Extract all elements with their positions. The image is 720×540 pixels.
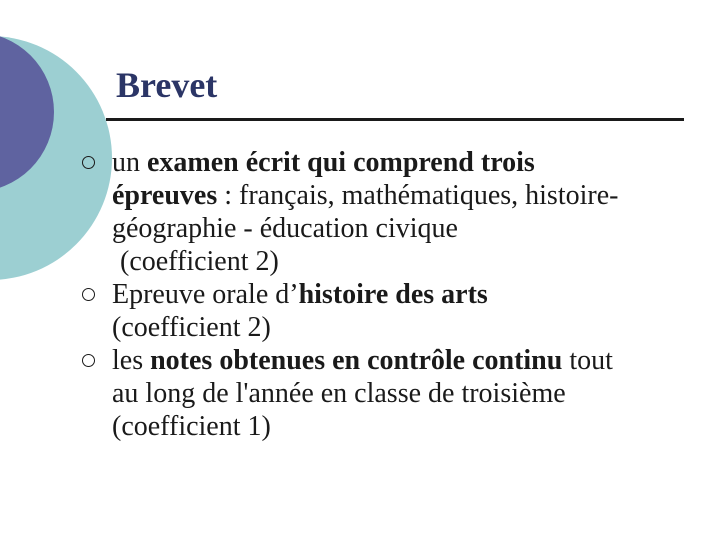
bullet-item-exam <box>82 146 702 278</box>
text-run: au long de l'année en classe de troisième <box>112 378 566 409</box>
bullet-line <box>112 245 702 278</box>
text-run-bold: examen écrit qui comprend trois <box>147 147 535 178</box>
text-run: (coefficient 2) <box>112 312 271 343</box>
text-run-bold: épreuves <box>112 180 218 211</box>
bullet-line <box>112 146 702 179</box>
text-run-bold: histoire des arts <box>298 279 488 310</box>
slide-title: Brevet <box>116 65 218 105</box>
text-run: : français, mathématiques, histoire- <box>217 180 619 211</box>
text-run: (coefficient 1) <box>112 411 271 442</box>
bullet-line <box>112 377 702 410</box>
text-run: tout <box>562 345 613 376</box>
bullet-line <box>112 311 702 344</box>
bullet-line <box>112 212 702 245</box>
text-run: les <box>112 345 151 376</box>
text-run: Epreuve orale d’ <box>112 279 299 310</box>
bullet-line <box>112 278 702 311</box>
bullet-line <box>112 179 702 212</box>
hollow-circle-bullet-icon <box>82 156 95 169</box>
bullet-line <box>112 344 702 377</box>
bullet-line <box>112 410 702 443</box>
text-run: géographie - éducation civique <box>112 213 458 244</box>
hollow-circle-bullet-icon <box>82 354 95 367</box>
text-run: un <box>112 147 147 178</box>
bullet-list <box>82 146 702 443</box>
bullet-item-notes <box>82 344 702 443</box>
text-run: (coefficient 2) <box>120 246 279 277</box>
bullet-item-oral <box>82 278 702 344</box>
title-underline <box>106 118 684 121</box>
hollow-circle-bullet-icon <box>82 288 95 301</box>
text-run-bold: notes obtenues en contrôle continu <box>150 345 563 376</box>
